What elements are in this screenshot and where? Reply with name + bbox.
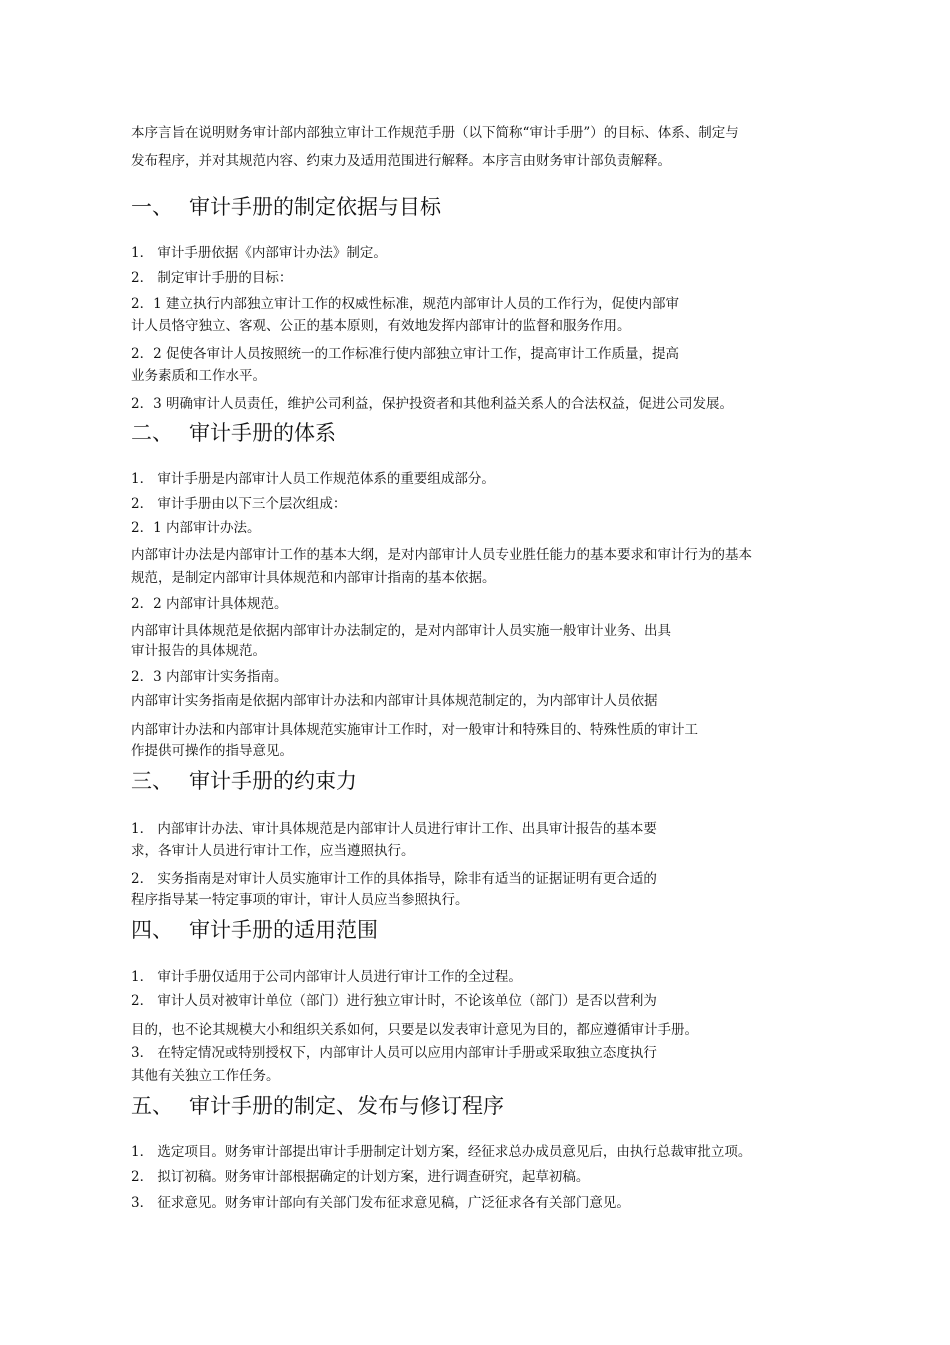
- paragraph-line: 1． 选定项目。财务审计部提出审计手册制定计划方案，经征求总办成员意见后，由执行总裁审批立项。: [131, 1144, 752, 1160]
- section-title: 审计手册的约束力: [189, 769, 357, 793]
- section-heading: [131, 768, 357, 794]
- paragraph-line: 3． 在特定情况或特别授权下，内部审计人员可以应用内部审计手册或采取独立态度执行: [131, 1045, 657, 1061]
- paragraph-line: 2．3 明确审计人员责任，维护公司利益，保护投资者和其他利益关系人的合法权益，促进公司发展。: [131, 396, 733, 412]
- section-heading: [131, 420, 336, 446]
- section-title: 审计手册的适用范围: [189, 918, 378, 942]
- paragraph-line: 求，各审计人员进行审计工作，应当遵照执行。: [131, 843, 415, 859]
- section-number: 五、: [131, 1094, 173, 1118]
- paragraph-line: 审计报告的具体规范。: [131, 643, 266, 659]
- paragraph-line: 2．2 促使各审计人员按照统一的工作标准行使内部独立审计工作，提高审计工作质量，提高: [131, 346, 679, 362]
- paragraph-line: 2． 审计手册由以下三个层次组成：: [131, 496, 347, 512]
- paragraph-line: 2． 拟订初稿。财务审计部根据确定的计划方案，进行调查研究，起草初稿。: [131, 1169, 590, 1185]
- paragraph-line: 目的，也不论其规模大小和组织关系如何，只要是以发表审计意见为目的，都应遵循审计手册。: [131, 1022, 698, 1038]
- section-number: 四、: [131, 918, 173, 942]
- paragraph-line: 1． 内部审计办法、审计具体规范是内部审计人员进行审计工作、出具审计报告的基本要: [131, 821, 657, 837]
- paragraph-line: 1． 审计手册是内部审计人员工作规范体系的重要组成部分。: [131, 471, 495, 487]
- paragraph-line: 2． 制定审计手册的目标：: [131, 270, 293, 286]
- intro-line: 发布程序，并对其规范内容、约束力及适用范围进行解释。本序言由财务审计部负责解释。: [131, 153, 671, 169]
- section-title: 审计手册的体系: [189, 421, 336, 445]
- paragraph-line: 1． 审计手册依据《内部审计办法》制定。: [131, 245, 387, 261]
- paragraph-line: 2．2 内部审计具体规范。: [131, 596, 288, 612]
- paragraph-line: 程序指导某一特定事项的审计，审计人员应当参照执行。: [131, 892, 469, 908]
- paragraph-line: 内部审计实务指南是依据内部审计办法和内部审计具体规范制定的，为内部审计人员依据: [131, 693, 658, 709]
- section-heading: [131, 917, 378, 943]
- paragraph-line: 内部审计办法是内部审计工作的基本大纲，是对内部审计人员专业胜任能力的基本要求和审计行为的基本: [131, 547, 752, 563]
- section-heading: [131, 194, 441, 220]
- paragraph-line: 3． 征求意见。财务审计部向有关部门发布征求意见稿，广泛征求各有关部门意见。: [131, 1195, 630, 1211]
- paragraph-line: 作提供可操作的指导意见。: [131, 743, 293, 759]
- section-number: 二、: [131, 421, 173, 445]
- paragraph-line: 规范，是制定内部审计具体规范和内部审计指南的基本依据。: [131, 570, 496, 586]
- paragraph-line: 1． 审计手册仅适用于公司内部审计人员进行审计工作的全过程。: [131, 969, 522, 985]
- paragraph-line: 2． 审计人员对被审计单位（部门）进行独立审计时，不论该单位（部门）是否以营利为: [131, 993, 657, 1009]
- paragraph-line: 内部审计办法和内部审计具体规范实施审计工作时，对一般审计和特殊目的、特殊性质的审计工: [131, 722, 698, 738]
- section-title: 审计手册的制定依据与目标: [189, 195, 441, 219]
- paragraph-line: 业务素质和工作水平。: [131, 368, 266, 384]
- paragraph-line: 2．3 内部审计实务指南。: [131, 669, 288, 685]
- paragraph-line: 2．1 建立执行内部独立审计工作的权威性标准，规范内部审计人员的工作行为，促使内部审: [131, 296, 679, 312]
- paragraph-line: 内部审计具体规范是依据内部审计办法制定的，是对内部审计人员实施一般审计业务、出具: [131, 623, 671, 639]
- section-number: 三、: [131, 769, 173, 793]
- paragraph-line: 计人员恪守独立、客观、公正的基本原则，有效地发挥内部审计的监督和服务作用。: [131, 318, 631, 334]
- paragraph-line: 其他有关独立工作任务。: [131, 1068, 280, 1084]
- paragraph-line: 2．1 内部审计办法。: [131, 520, 261, 536]
- section-title: 审计手册的制定、发布与修订程序: [189, 1094, 504, 1118]
- section-number: 一、: [131, 195, 173, 219]
- paragraph-line: 2． 实务指南是对审计人员实施审计工作的具体指导，除非有适当的证据证明有更合适的: [131, 871, 657, 887]
- intro-line: 本序言旨在说明财务审计部内部独立审计工作规范手册（以下简称“审计手册”）的目标、体系、制定与: [131, 125, 739, 141]
- section-heading: [131, 1093, 504, 1119]
